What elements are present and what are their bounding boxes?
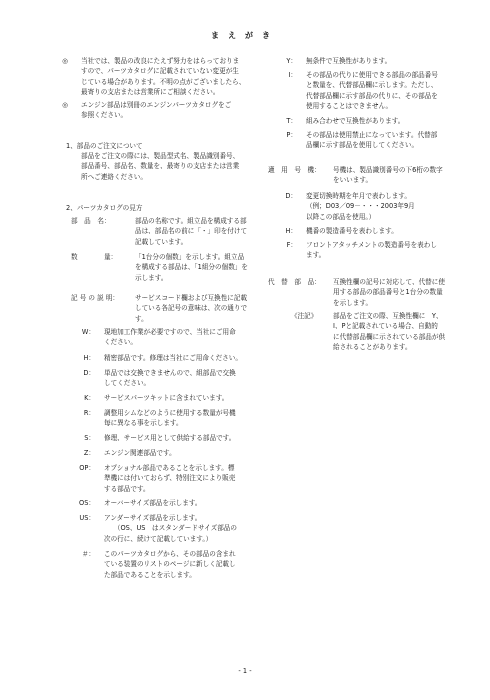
text-line: その部品は使用禁止になっています。代替部 bbox=[306, 131, 438, 139]
text-line: その部品の代りに使用できる部品の部品番号 bbox=[306, 71, 438, 79]
code-label: R： bbox=[83, 409, 95, 417]
text-line: サービスコード欄および互換性に記載 bbox=[135, 294, 248, 302]
text-line: してください。 bbox=[104, 379, 151, 388]
text-line: す。 bbox=[135, 314, 148, 323]
code-label: US： bbox=[79, 514, 95, 522]
text-line: 「1台分の個数」を示します。組立品 bbox=[135, 253, 245, 261]
text-line: すので、パーツカタログに記載されていない変更が生 bbox=[81, 67, 239, 76]
text-line: 組み合わせで互換性があります。 bbox=[306, 117, 405, 125]
code-desc bbox=[104, 408, 236, 429]
code-desc bbox=[104, 463, 235, 494]
text-line: する部品です。 bbox=[104, 484, 150, 493]
item-desc-part-name bbox=[135, 216, 247, 247]
text-line: 精密部品です。修理は当社にご用命ください。 bbox=[104, 354, 242, 362]
code-label: D： bbox=[285, 192, 297, 200]
intro-paragraph-1 bbox=[81, 56, 245, 98]
text-line: 当社では、製品の改良にたえず努力をはらっておりま bbox=[81, 57, 240, 65]
code-desc bbox=[306, 191, 415, 222]
text-line: 機番の製造番号を表わします。 bbox=[306, 227, 398, 235]
page-title: まえがき bbox=[211, 31, 279, 40]
text-line: I、Pと記載されている場合、自動的 bbox=[333, 322, 438, 331]
code-desc bbox=[306, 70, 438, 112]
code-desc bbox=[104, 327, 236, 348]
code-label: W： bbox=[81, 328, 95, 336]
applicable-serial-desc bbox=[333, 165, 443, 186]
text-line: 記載しています。 bbox=[135, 237, 188, 246]
text-line: （OS、US はスタンダードサイズ部品の bbox=[104, 524, 237, 533]
item-label-symbols: 記 号 の 説 明： bbox=[71, 294, 119, 302]
text-line: 次の行に、続けて記載しています。） bbox=[104, 534, 213, 543]
code-label: H： bbox=[285, 227, 297, 235]
code-desc bbox=[306, 240, 437, 261]
text-line: 互換性欄の記号に対応して、代替に使 bbox=[333, 278, 445, 286]
section-1-body bbox=[81, 151, 239, 182]
text-line: と数量を、代替部品欄に示します。ただし、 bbox=[306, 81, 438, 90]
text-line: 調整用シムなどのように使用する数量が号機 bbox=[104, 409, 236, 417]
text-line: 最寄りの支店または営業所にご相談ください。 bbox=[81, 88, 220, 97]
note-label: 《注記》 bbox=[291, 312, 318, 320]
text-line: じている場合があります。不明の点がございましたら、 bbox=[81, 77, 246, 86]
substitute-parts-desc bbox=[333, 277, 445, 308]
item-desc-symbols bbox=[135, 293, 247, 324]
text-line: 給されることがあります。 bbox=[333, 343, 412, 352]
text-line: オプショナル部品であることを示します。標 bbox=[104, 464, 235, 472]
section-2-heading: 2、パーツカタログの見方 bbox=[66, 204, 143, 212]
bullet-icon: ◎ bbox=[62, 101, 68, 109]
text-line: アンダーサイズ部品を示します。 bbox=[104, 514, 202, 522]
substitute-parts-label: 代 替 部 品： bbox=[268, 278, 321, 286]
text-line: 代替部品欄に示す部品の代りに、その部品を bbox=[306, 91, 438, 100]
code-label: OS： bbox=[79, 499, 95, 507]
text-line: 修理、サービス用として供給する部品です。 bbox=[104, 434, 236, 442]
text-line: このパーツカタログから、その部品の含まれ bbox=[104, 550, 236, 558]
text-line: を構成する部品は、「1組分の個数」を bbox=[135, 263, 248, 272]
code-desc bbox=[104, 433, 235, 443]
text-line: 部品をご注文の際、互換性欄に Y、 bbox=[333, 312, 443, 320]
text-line: 準機には付いておらず、特別注文により販売 bbox=[104, 474, 236, 483]
item-desc-quantity bbox=[135, 252, 248, 283]
code-label: K： bbox=[84, 394, 95, 402]
text-line: フロントアタッチメントの製造番号を表わし bbox=[306, 241, 437, 249]
text-line: （例；D03／09－・・・2003年9月 bbox=[306, 202, 415, 211]
code-label: Z： bbox=[83, 449, 95, 457]
text-line: をいいます。 bbox=[333, 176, 373, 185]
text-line: た部品であることを示します。 bbox=[104, 570, 196, 579]
text-line: 示します。 bbox=[135, 273, 168, 282]
text-line: 現地加工作業が必要ですので、当社にご用命 bbox=[104, 328, 236, 336]
text-line: 以降この部品を使用。） bbox=[306, 212, 376, 221]
item-label-quantity: 数 量： bbox=[71, 253, 118, 261]
text-line: 品は、部品名の前に「・」印を付けて bbox=[135, 227, 248, 236]
text-line: 部品の名称です。組立品を構成する部 bbox=[135, 217, 247, 225]
text-line: オーバーサイズ部品を示します。 bbox=[104, 499, 202, 507]
text-line: 用する部品の部品番号と1台分の数量 bbox=[333, 288, 443, 297]
bullet-icon: ◎ bbox=[62, 57, 68, 65]
code-label: OP： bbox=[79, 464, 95, 472]
text-line: 単品では交換できませんので、組部品で交換 bbox=[104, 369, 236, 377]
text-line: 所へご連絡ください。 bbox=[81, 172, 147, 181]
text-line: サービスパーツキットに含まれています。 bbox=[104, 394, 229, 402]
text-line: エンジン関連部品です。 bbox=[104, 449, 176, 457]
page-number: - 1 - bbox=[238, 667, 252, 675]
applicable-serial-label: 適 用 号 機： bbox=[268, 166, 321, 174]
text-line: に代替部品欄に示されている部品が供 bbox=[333, 332, 446, 341]
text-line: エンジン部品は別冊のエンジンパーツカタログをご bbox=[81, 101, 232, 109]
code-label: D： bbox=[83, 369, 95, 377]
code-desc bbox=[104, 448, 176, 458]
code-desc bbox=[104, 353, 242, 363]
intro-paragraph-2 bbox=[81, 100, 231, 121]
code-desc bbox=[306, 130, 437, 151]
text-line: 品欄に示す部品を使用してください。 bbox=[306, 141, 419, 150]
text-line: 無条件で互換性があります。 bbox=[306, 57, 392, 65]
code-label: I： bbox=[288, 71, 297, 79]
text-line: 部品をご注文の際には、製品型式名、製品識別番号、 bbox=[81, 152, 240, 160]
code-desc bbox=[306, 56, 391, 66]
text-line: 毎に異なる事を示します。 bbox=[104, 419, 183, 428]
code-label: P： bbox=[286, 131, 297, 139]
code-desc bbox=[104, 549, 236, 580]
text-line: ている装置のリストのページに新しく記載し bbox=[104, 560, 236, 569]
code-desc bbox=[306, 226, 398, 236]
code-desc bbox=[104, 368, 236, 389]
code-label: ＃： bbox=[81, 550, 95, 558]
note-desc bbox=[333, 311, 445, 353]
text-line: 号機は、製品識別番号の下6桁の数字 bbox=[333, 166, 443, 174]
item-label-part-name: 部 品 名： bbox=[71, 217, 111, 225]
text-line: 部品番号、部品名、数量を、最寄りの支店または営業 bbox=[81, 162, 240, 171]
text-line: ください。 bbox=[104, 338, 137, 347]
text-line: 参照ください。 bbox=[81, 111, 128, 120]
text-line: 変更切換時期を年月で表わします。 bbox=[306, 192, 411, 200]
text-line: 使用することはできません。 bbox=[306, 102, 393, 111]
code-desc bbox=[306, 116, 404, 126]
code-label: T： bbox=[286, 117, 297, 125]
code-label: H： bbox=[83, 354, 95, 362]
code-desc bbox=[104, 393, 228, 403]
code-label: F： bbox=[286, 241, 297, 249]
text-line: ます。 bbox=[306, 251, 326, 260]
text-line: を示します。 bbox=[333, 298, 373, 307]
code-label: S： bbox=[84, 434, 95, 442]
code-desc bbox=[104, 513, 237, 544]
code-label: Y： bbox=[286, 57, 297, 65]
code-desc bbox=[104, 498, 202, 508]
section-1-heading: 1、部品のご注文について bbox=[66, 142, 143, 150]
text-line: している各記号の意味は、次の通りで bbox=[135, 304, 248, 313]
